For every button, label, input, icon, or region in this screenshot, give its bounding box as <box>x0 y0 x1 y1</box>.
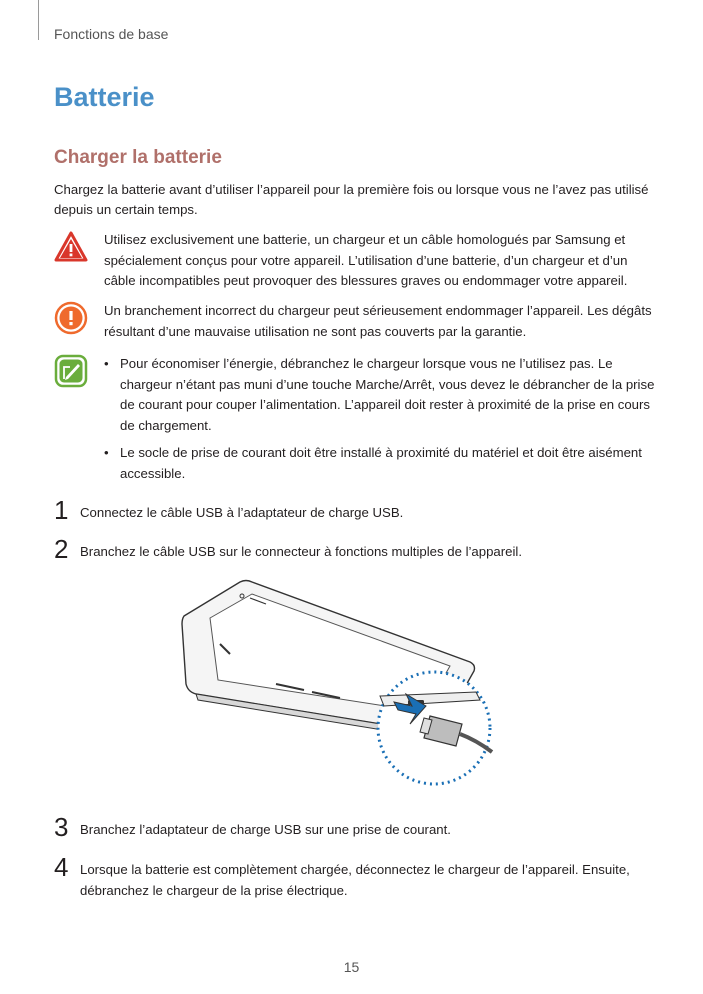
note-icon <box>54 354 88 388</box>
warning-icon <box>54 230 88 264</box>
step-number: 4 <box>54 852 69 882</box>
step-text: Lorsque la batterie est complètement chargée, déconnectez le chargeur de l’appareil. Ensuite, débranchez le chargeur de la prise électrique. <box>80 862 630 898</box>
subsection-title: Charger la batterie <box>54 147 222 168</box>
intro-paragraph: Chargez la batterie avant d’utiliser l’appareil pour la première fois ou lorsque vous ne l’avez pas utilisé depuis un certain temps. <box>54 182 649 217</box>
page-number: 15 <box>343 959 360 975</box>
note-item: • Le socle de prise de courant doit être installé à proximité du matériel et doit être aisément accessible. <box>104 445 642 481</box>
note-item: • Pour économiser l’énergie, débranchez le chargeur lorsque vous ne l’utilisez pas. Le chargeur n’étant pas muni d’une touche Marche/Arrêt, vous devez le débrancher de la prise de courant pour couper l’alimentation. L’appareil doit rester à proximité de la prise en cours de chargement. <box>104 356 655 433</box>
section-header: Fonctions de base <box>54 26 169 42</box>
note-list <box>104 354 656 491</box>
warning-text: Utilisez exclusivement une batterie, un chargeur et un câble homologués par Samsung et spécialement conçus pour votre appareil. L’utilisation d’une batterie, d’un chargeur et d’un câble incompatibles peut provoquer des blessures graves ou endommager votre appareil. <box>104 232 628 288</box>
step-text: Branchez l’adaptateur de charge USB sur une prise de courant. <box>80 822 451 837</box>
step-number: 1 <box>54 495 69 525</box>
step-text: Branchez le câble USB sur le connecteur à fonctions multiples de l’appareil. <box>80 544 523 559</box>
step-text: Connectez le câble USB à l’adaptateur de charge USB. <box>80 505 404 520</box>
charging-illustration <box>180 574 500 806</box>
caution-icon <box>54 301 88 335</box>
caution-text: Un branchement incorrect du chargeur peut sérieusement endommager l’appareil. Les dégâts résultant d’une mauvaise utilisation ne sont pas couverts par la garantie. <box>104 303 652 339</box>
page-title: Batterie <box>54 82 155 112</box>
step-number: 3 <box>54 812 69 842</box>
margin-rule <box>38 0 39 40</box>
step-number: 2 <box>54 534 69 564</box>
